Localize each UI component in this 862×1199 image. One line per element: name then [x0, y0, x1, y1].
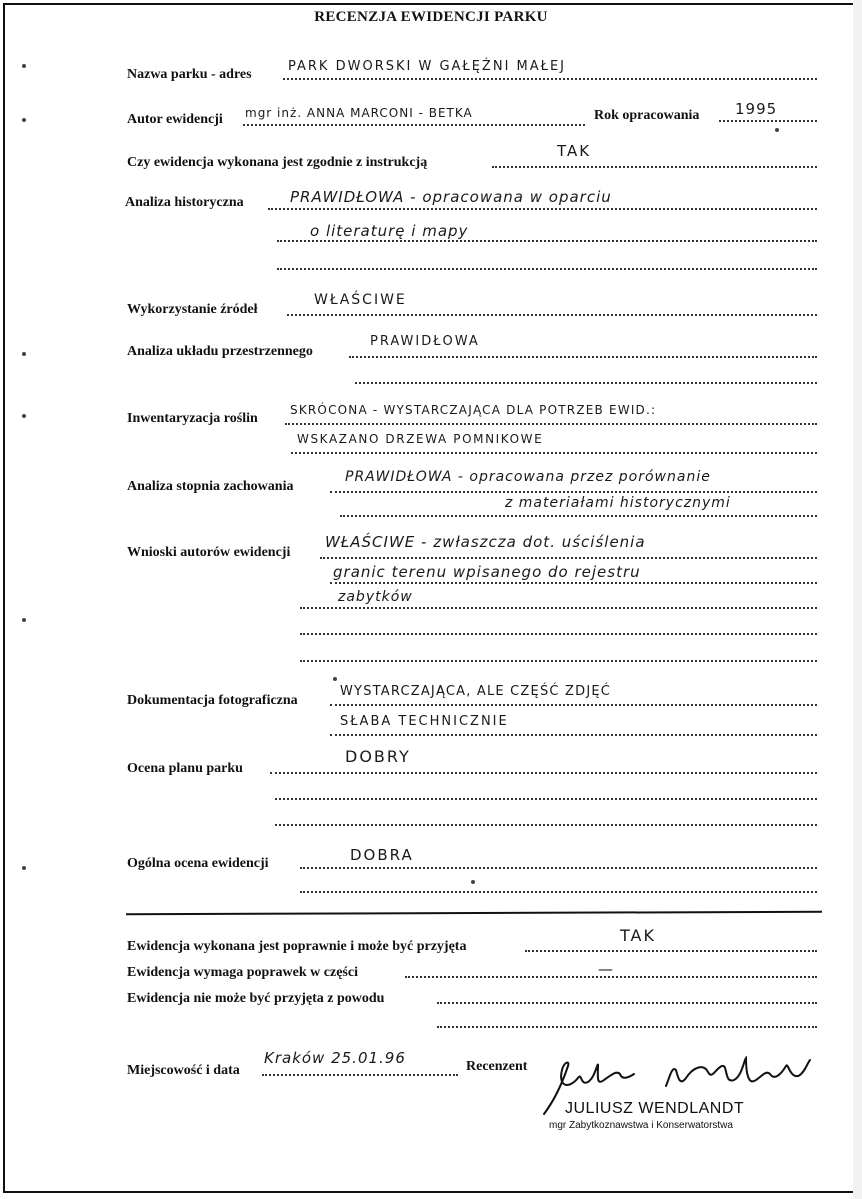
dotted-line	[300, 867, 817, 869]
author-value: mgr inż. ANNA MARCONI - BETKA	[245, 106, 473, 120]
dotted-line	[330, 582, 817, 584]
decision-corrections-value: —	[598, 960, 614, 978]
dotted-line	[270, 772, 817, 774]
dotted-line	[340, 515, 817, 517]
stamp-role: mgr Zabytkoznawstwa i Konserwatorstwa	[549, 1120, 733, 1131]
scan-edge	[853, 0, 862, 1199]
field-label-historical-analysis: Analiza historyczna	[125, 195, 244, 210]
field-label-overall-rating: Ogólna ocena ewidencji	[127, 856, 269, 871]
dotted-line	[283, 78, 817, 80]
place-date-value: Kraków 25.01.96	[264, 1049, 406, 1067]
field-label-reviewer: Recenzent	[466, 1059, 528, 1074]
punch-mark	[22, 352, 26, 356]
dotted-line	[275, 798, 817, 800]
historical-analysis-line-1: PRAWIDŁOWA - opracowana w oparciu	[290, 188, 612, 206]
plant-inventory-line-1: SKRÓCONA - WYSTARCZAJĄCA DLA POTRZEB EWID.:	[290, 403, 657, 417]
field-label-year: Rok opracowania	[594, 108, 700, 123]
field-label-conclusions: Wnioski autorów ewidencji	[127, 545, 291, 560]
dotted-line	[287, 314, 817, 316]
punch-mark	[22, 414, 26, 418]
dotted-line	[719, 120, 817, 122]
punch-mark	[22, 618, 26, 622]
year-value: 1995	[735, 100, 778, 118]
dotted-line	[300, 607, 817, 609]
field-label-park-plan-rating: Ocena planu parku	[127, 761, 243, 776]
ink-dot	[775, 128, 779, 132]
ink-dot	[333, 677, 337, 681]
dotted-line	[285, 423, 817, 425]
decision-label-rejected: Ewidencja nie może być przyjęta z powodu	[127, 991, 385, 1006]
punch-mark	[22, 866, 26, 870]
park-name-value: PARK DWORSKI W GAŁĘŹNI MAŁEJ	[288, 59, 566, 74]
preservation-analysis-line-1: PRAWIDŁOWA - opracowana przez porównanie	[345, 469, 711, 485]
dotted-line	[355, 382, 817, 384]
field-label-spatial-analysis: Analiza układu przestrzennego	[127, 344, 313, 359]
overall-rating-value: DOBRA	[350, 846, 414, 864]
instruction-value: TAK	[557, 142, 592, 160]
dotted-line	[525, 950, 817, 952]
field-label-plant-inventory: Inwentaryzacja roślin	[127, 411, 258, 426]
field-label-park-name: Nazwa parku - adres	[127, 67, 252, 82]
dotted-line	[277, 240, 817, 242]
dotted-line	[437, 1002, 817, 1004]
field-label-sources: Wykorzystanie źródeł	[127, 302, 258, 317]
photo-documentation-line-2: SŁABA TECHNICZNIE	[340, 714, 509, 729]
photo-documentation-line-1: WYSTARCZAJĄCA, ALE CZĘŚĆ ZDJĘĆ	[340, 684, 612, 699]
plant-inventory-line-2: WSKAZANO DRZEWA POMNIKOWE	[297, 432, 544, 446]
dotted-line	[291, 452, 817, 454]
stamp-name: JULIUSZ WENDLANDT	[565, 1100, 745, 1117]
dotted-line	[262, 1074, 458, 1076]
dotted-line	[300, 633, 817, 635]
dotted-line	[349, 356, 817, 358]
dotted-line	[300, 660, 817, 662]
dotted-line	[268, 208, 817, 210]
punch-mark	[22, 118, 26, 122]
field-label-author: Autor ewidencji	[127, 112, 223, 127]
field-label-instruction: Czy ewidencja wykonana jest zgodnie z instrukcją	[127, 155, 428, 170]
sources-value: WŁAŚCIWE	[314, 292, 407, 308]
dotted-line	[330, 704, 817, 706]
spatial-analysis-value: PRAWIDŁOWA	[370, 334, 480, 349]
conclusions-line-1: WŁAŚCIWE - zwłaszcza dot. uściślenia	[325, 533, 646, 551]
page-frame	[3, 3, 855, 1193]
punch-mark	[22, 64, 26, 68]
decision-label-accepted: Ewidencja wykonana jest poprawnie i może być przyjęta	[127, 939, 467, 954]
dotted-line	[275, 824, 817, 826]
dotted-line	[437, 1026, 817, 1028]
ink-dot	[471, 880, 475, 884]
conclusions-line-3: zabytków	[338, 589, 413, 605]
field-label-photo-documentation: Dokumentacja fotograficzna	[127, 693, 298, 708]
dotted-line	[492, 166, 817, 168]
decision-label-corrections: Ewidencja wymaga poprawek w części	[127, 965, 358, 980]
conclusions-line-2: granic terenu wpisanego do rejestru	[333, 563, 641, 581]
dotted-line	[300, 891, 817, 893]
dotted-line	[330, 734, 817, 736]
field-label-place-date: Miejscowość i data	[127, 1063, 240, 1078]
dotted-line	[277, 268, 817, 270]
historical-analysis-line-2: o literaturę i mapy	[310, 222, 469, 240]
park-plan-rating-value: DOBRY	[345, 747, 411, 766]
decision-accepted-value: TAK	[620, 926, 656, 945]
dotted-line	[330, 491, 817, 493]
preservation-analysis-line-2: z materiałami historycznymi	[505, 495, 731, 511]
page-title: RECENZJA EWIDENCJI PARKU	[314, 9, 548, 25]
field-label-preservation-analysis: Analiza stopnia zachowania	[127, 479, 294, 494]
dotted-line	[243, 124, 585, 126]
dotted-line	[320, 557, 817, 559]
